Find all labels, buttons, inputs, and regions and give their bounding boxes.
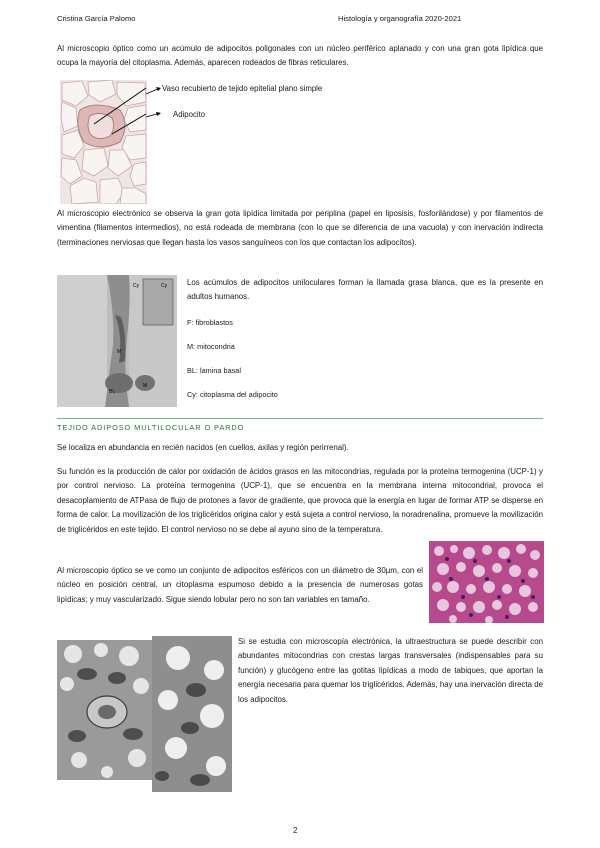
section-rule xyxy=(57,418,543,419)
header-author: Cristina García Palomo xyxy=(57,14,136,23)
micro-label-m1: M xyxy=(117,349,122,355)
brown-fat-em-micrograph-1 xyxy=(57,640,154,780)
legend-bl xyxy=(187,366,241,375)
section-title: TEJIDO ADIPOSO MULTILOCULAR O PARDO xyxy=(57,423,245,432)
white-fat-light-micrograph xyxy=(60,80,147,204)
legend-cy-abbr: Cy: xyxy=(187,390,198,399)
micro-label-cy2: Cy xyxy=(133,283,140,289)
micro-label-m2: M xyxy=(143,383,148,389)
legend-cy-desc: citoplasma del adipocito xyxy=(199,390,278,399)
multilocular-p3: Al microscopio óptico se ve como un conjunto de adipocitos esféricos con un diámetro de 30µm, con el núcleo en posición central, un citoplasma espumoso debido a la presencia de numerosas gotas lipídicas; y muy vascularizado. Sigue siendo lobular pero no son tan variables en tamaño. xyxy=(57,566,423,604)
legend-bl-desc: lamina basal xyxy=(199,366,241,375)
legend-cy xyxy=(187,390,278,399)
legend-m-abbr: M: xyxy=(187,342,196,351)
brown-fat-light-micrograph xyxy=(429,541,544,623)
em-paragraph: Al microscopio electrónico se observa la gran gota lipídica limitada por periplina (papel en liposisis, fosforilándose) y por filamentos de vimentina (filamentos intermedios), no está rodeada de membrana (con lo que se diferencia de una vacuola) y con inervación indirecta (terminaciones nerviosas que llegan hasta los vasos sanguíneos con los que contactan los adipocitos). xyxy=(57,209,543,247)
page-number: 2 xyxy=(293,826,298,835)
header-subject: Histología y organografía 2020-2021 xyxy=(338,14,462,23)
brown-fat-em-micrograph-2 xyxy=(152,636,232,792)
legend-f xyxy=(187,318,233,327)
multilocular-p1: Se localiza en abundancia en recién nacidos (en cuellos, axilas y región perirrenal). xyxy=(57,443,349,452)
micro-label-cy1: Cy xyxy=(161,283,168,289)
micro-label-bl: BL xyxy=(109,389,116,395)
legend-bl-abbr: BL: xyxy=(187,366,198,375)
multilocular-p2: Su función es la producción de calor por oxidación de ácidos grasos en las mitocondrias, regulada por la proteína termogenina (UCP-1) y por control nervioso. La proteína termogenina (UCP-1), que se encuentra en la membrana interna mitocondrial, provoca el desacoplamiento de ATPasa de flujo de protones a favor de gradiente, que provoca que la energía en lugar de formar ATP se disperse en forma de calor. La movilización de los triglicéridos origina calor y está sujeta a control nervioso, la noradrenalina, promueve la movilización de triglicéridos en este tejido. El control nervioso no se debe al ayuno sino de la temperatura. xyxy=(57,467,543,534)
intro-paragraph: Al microscopio óptico como un acúmulo de adipocitos poligonales con un núcleo periférico aplanado y con una gran gota lipídica que ocupa la mayoría del citoplasma. Además, aparecen rodeados de fibras reticulares. xyxy=(57,44,543,68)
legend-m xyxy=(187,342,235,351)
label-adipocyte: Adipocito xyxy=(173,110,206,119)
legend-f-abbr: F: xyxy=(187,318,194,327)
legend-m-desc: mitocondria xyxy=(197,342,235,351)
label-vessel: Vaso recubierto de tejido epitelial plano simple xyxy=(162,84,323,93)
figure2-text: Los acúmulos de adipocitos uniloculares forman la llamada grasa blanca, que es la presente en adultos humanos. xyxy=(187,278,543,302)
white-fat-em-micrograph xyxy=(57,275,177,407)
multilocular-p4: Si se estudia con microscopía electrónica, la ultraestructura se puede describir con abundantes mitocondrias con crestas largas transversales (indispensables para su función) y glucógeno entre las gotitas lipídicas a modo de tabiques, que aportan la energía necesaria para quemar los triglicéridos. Además, hay una inervación directa de los adipocitos. xyxy=(238,637,543,704)
legend-f-desc: fibroblastos xyxy=(195,318,233,327)
